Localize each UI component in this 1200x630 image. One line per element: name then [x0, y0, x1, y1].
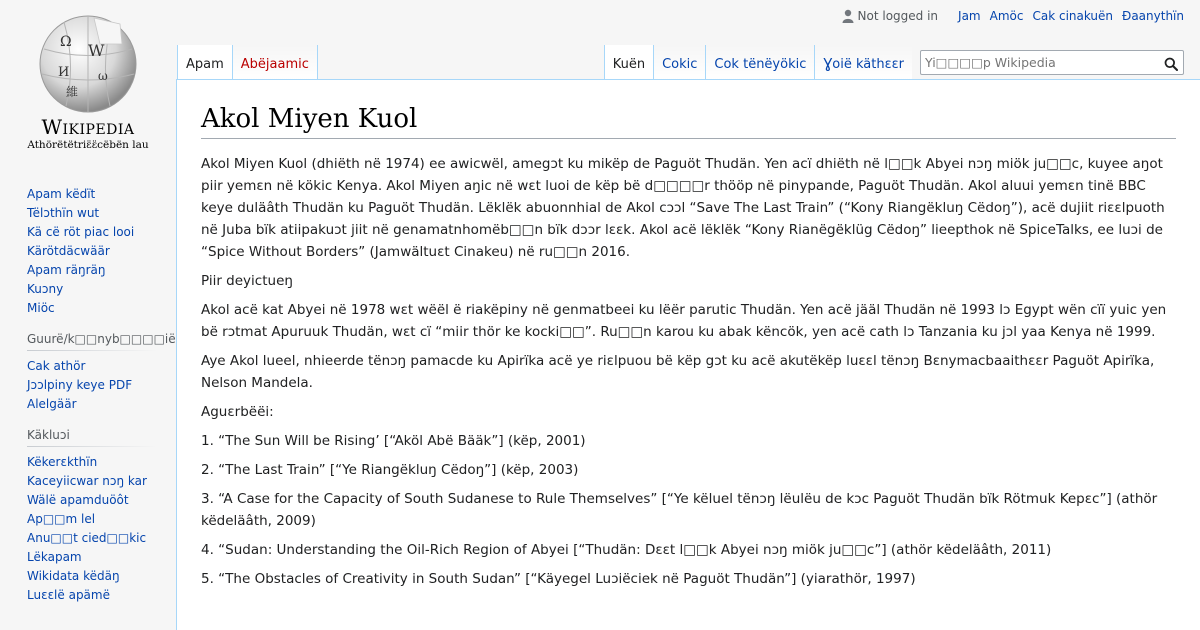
tools-heading[interactable]: Guurë/k□□nyb□□□□ië: [27, 332, 176, 346]
sidebar-item-wikidata-item[interactable]: Wikidata këdäŋ: [27, 569, 120, 583]
article-paragraph: Aguɛrbëëi:: [201, 404, 274, 420]
page-title: Akol Miyen Kuol: [201, 100, 1176, 139]
tab-read[interactable]: Kuën: [604, 45, 653, 80]
search-input[interactable]: [921, 55, 1161, 70]
article-paragraph: Piir deyictueŋ: [201, 273, 293, 289]
sidebar-item-donate[interactable]: Miöc: [27, 301, 55, 315]
list-item: 3. “A Case for the Capacity of South Sudanese to Rule Themselves” [“Ye këluel tënɔŋ lëulëu de kɔc Paguöt Thudän bïk Rötmuk Kepɛc”] (athör këdeläâth, 2009): [201, 491, 1158, 529]
svg-text:И: И: [58, 65, 70, 80]
svg-text:維: 維: [66, 85, 79, 99]
list-item: 5. “The Obstacles of Creativity in South Sudan” [“Käyegel Luɔiëciek në Paguöt Thudän”] (yiarathör, 1997): [201, 571, 916, 587]
sidebar-item-contents[interactable]: Tëlɔthïn wut: [27, 206, 100, 220]
tab-talk[interactable]: Abëjaamic: [232, 45, 318, 80]
sidebar-item-what-links-here[interactable]: Këkerɛkthïn: [27, 455, 98, 469]
tab-edit-source[interactable]: Cok tënëyökic: [705, 45, 814, 80]
article-paragraph: Aye Akol lueel, nhieerde tënɔŋ pamacde ku Apirïka acë ye riɛlpuou bë këp gɔt ku acë akutëkëp luɛɛl tënɔŋ Bɛnymacbaaithɛɛr Paguöt Apirïka, Nelson Mandela.: [201, 353, 1155, 391]
sidebar-item-community[interactable]: Kärötdäcwäär: [27, 244, 110, 258]
sidebar-item-page-information[interactable]: Anu□□t cied□□kic: [27, 531, 147, 545]
sidebar-item-related-changes[interactable]: Kaceyiicwar nɔŋ kar: [27, 474, 147, 488]
personal-link-login[interactable]: Ɖaanythïn: [1122, 9, 1184, 23]
sidebar-item-edit-links[interactable]: Luɛɛlë apämë: [27, 588, 110, 602]
search-icon[interactable]: [1164, 56, 1178, 70]
sidebar-item-download-pdf[interactable]: Jɔɔlpiny keye PDF: [27, 378, 133, 392]
sidebar-item-help[interactable]: Kuɔny: [27, 282, 64, 296]
personal-link-contributions[interactable]: Amöc: [989, 9, 1024, 23]
puzzle-globe-icon: [36, 14, 140, 118]
list-item: 2. “The Last Train” [“Ye Riangëkluŋ Cëdoŋ”] (këp, 2003): [201, 462, 579, 478]
personal-link-create-account[interactable]: Cak cinakuën: [1032, 9, 1114, 23]
logo-wordmark: Wikipedia: [41, 115, 135, 139]
user-icon: [842, 9, 854, 23]
tab-article[interactable]: Apam: [177, 45, 232, 80]
logo-tagline: Athörëtëtriɛ̈ɛ̈cëbën lau: [27, 139, 149, 151]
sidebar-item-printable[interactable]: Alelgäär: [27, 397, 77, 411]
sidebar-navigation: [0, 185, 176, 318]
main-content: [176, 79, 1200, 630]
tab-view-history[interactable]: Ɣoië käthɛɛr: [814, 45, 912, 80]
kakluoi-heading[interactable]: Käkluɔi: [27, 428, 70, 442]
svg-text:Ω: Ω: [60, 34, 72, 50]
svg-text:W: W: [88, 41, 105, 60]
personal-tools: [842, 9, 1184, 23]
sidebar-item-random-article[interactable]: Apam räŋräŋ: [27, 263, 106, 277]
sidebar-tools: [0, 357, 176, 414]
list-item: 4. “Sudan: Understanding the Oil-Rich Region of Abyei [“Thudän: Dɛɛt l□□k Abyei nɔŋ miök ju□□c”] (athör këdeläâth, 2011): [201, 542, 1052, 558]
sidebar-kakluoi: [0, 453, 176, 605]
sidebar-item-special-pages[interactable]: Wälë apamduöôt: [27, 493, 129, 507]
sidebar-item-current-events[interactable]: Kä cë röt piac looi: [27, 225, 135, 239]
tab-edit[interactable]: Cokic: [653, 45, 705, 80]
wikipedia-logo[interactable]: [0, 0, 176, 160]
sidebar-item-permanent-link[interactable]: Ap□□m lel: [27, 512, 96, 526]
search-box: [920, 50, 1184, 75]
tools-divider: [27, 350, 157, 351]
article-body: [201, 153, 1176, 590]
svg-text:ω: ω: [98, 69, 108, 83]
kakluoi-divider: [27, 446, 157, 447]
sidebar-item-create-book[interactable]: Cak athör: [27, 359, 86, 373]
sidebar-item-cite-page[interactable]: Lëkapam: [27, 550, 82, 564]
view-tabs: [604, 45, 1184, 80]
namespace-tabs: [177, 45, 318, 80]
personal-link-talk[interactable]: Jam: [958, 9, 981, 23]
not-logged-in-text: Not logged in: [857, 9, 939, 23]
list-item: 1. “The Sun Will be Rising’ [“Aköl Abë Bääk”] (këp, 2001): [201, 433, 586, 449]
sidebar-item-main-page[interactable]: Apam këdït: [27, 187, 96, 201]
sidebar: [0, 185, 176, 605]
article-paragraph: Akol acë kat Abyei në 1978 wɛt wëël ë riakëpiny në genmatbeei ku lëër parutic Thudän. Yen acë jääl Thudän në 1993 lɔ Egypt wën cïï yuic yen bë rɔtmat Apuruuk Thudän, wɛt cï “miir thör ke kocki□□”. Ru□□n karou ku abak këncök, yen acë cath lɔ Tanzania ku jɔl yaa Kenya në 1999.: [201, 302, 1167, 340]
article-paragraph: Akol Miyen Kuol (dhiëth në 1974) ee awicwël, amegɔt ku mikëp de Paguöt Thudän. Yen acï dhiëth në l□□k Abyei nɔŋ miök ju□□c, kuyee aŋot piir yemɛn në kökic Kenya. Akol Miyen aŋic në wɛt luoi de këp bë d□□□□r thööp në pinypande, Paguöt Thudän. Akol aluui yemɛn tinë BBC keye duläâth Thudän ku Paguöt Thudän. Lëklëk abuonnhial de Akol cɔɔl “Save The Last Train” (“Kony Riangëkluŋ Cëdoŋ”), acë dujiit riɛɛlpuoth në Juba bïk atiipakuɔt jiit në genamatnhomëb□□n bïk dɔɔr lɛɛk. Akol acë lëklëk “Kony Rianëgëklüg Cëdoŋ” lieepthok në SpiceTalks, ee luɔi de “Spice Without Borders” (Jamwältuɛt Cinakeu) në ru□□n 2016.: [201, 156, 1165, 260]
